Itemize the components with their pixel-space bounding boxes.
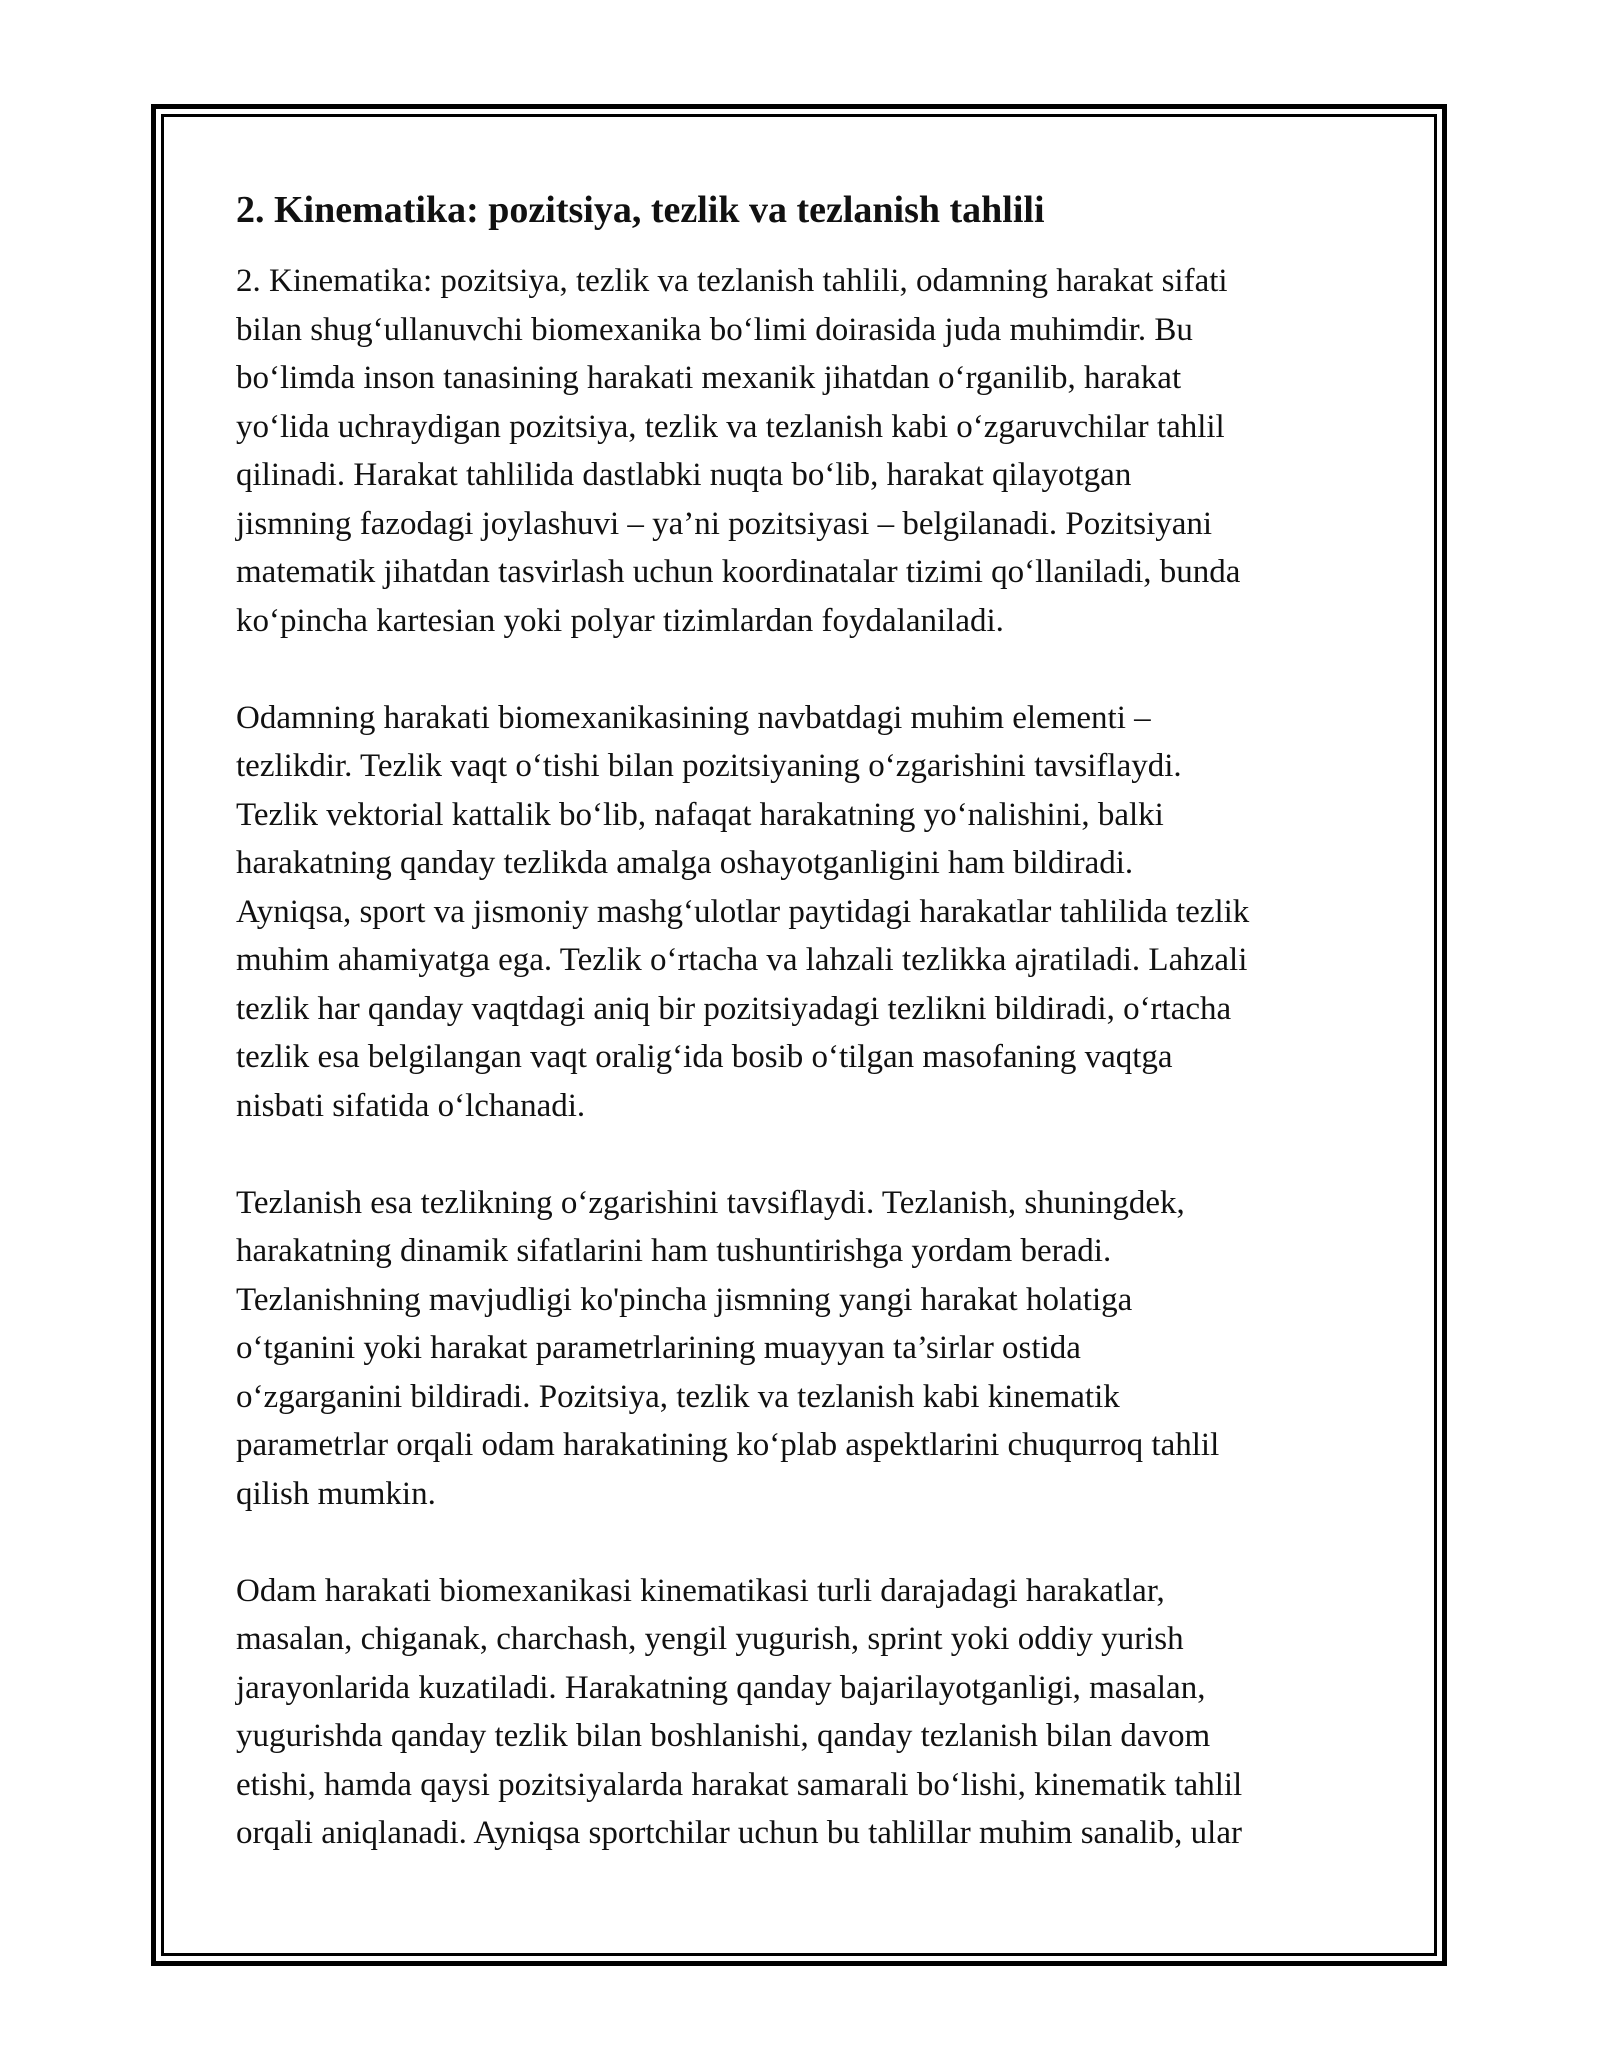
paragraph-line: tezlikdir. Tezlik vaqt o‘tishi bilan pozitsiyaning o‘zgarishini tavsiflaydi. [236,748,1182,784]
paragraph-line: harakatning dinamik sifatlarini ham tushuntirishga yordam beradi. [236,1233,1112,1269]
paragraph-line: matematik jihatdan tasvirlash uchun koordinatalar tizimi qo‘llaniladi, bunda [236,554,1241,590]
paragraphs [236,257,1371,1858]
paragraph-line: Odam harakati biomexanikasi kinematikasi turli darajadagi harakatlar, [236,1572,1165,1609]
paragraph [236,1567,1371,1858]
paragraph-line: tezlik esa belgilangan vaqt oralig‘ida bosib o‘tilgan masofaning vaqtga [236,1039,1173,1075]
paragraph-line: Tezlanish esa tezlikning o‘zgarishini tavsiflaydi. Tezlanish, shuningdek, [236,1184,1185,1221]
paragraph-line: yugurishda qanday tezlik bilan boshlanishi, qanday tezlanish bilan davom [236,1718,1211,1754]
paragraph [236,694,1371,1131]
paragraph [236,257,1371,645]
paragraph-line: Ayniqsa, sport va jismoniy mashg‘ulotlar paytidagi harakatlar tahlilida tezlik [236,893,1250,930]
paragraph-line: 2. Kinematika: pozitsiya, tezlik va tezlanish tahlili, odamning harakat sifati [236,263,1228,299]
paragraph-line: muhim ahamiyatga ega. Tezlik o‘rtacha va lahzali tezlikka ajratiladi. Lahzali [236,942,1248,978]
paragraph-line: jarayonlarida kuzatiladi. Harakatning qanday bajarilayotganligi, masalan, [236,1669,1206,1706]
paragraph-line: nisbati sifatida o‘lchanadi. [236,1087,586,1124]
paragraph-line: yo‘lida uchraydigan pozitsiya, tezlik va tezlanish kabi o‘zgaruvchilar tahlil [236,408,1225,445]
paragraph-line: bilan shug‘ullanuvchi biomexanika bo‘limi doirasida juda muhimdir. Bu [236,311,1193,348]
paragraph-line: Tezlanishning mavjudligi ko'pincha jismning yangi harakat holatiga [236,1281,1133,1318]
paragraph-line: o‘zgarganini bildiradi. Pozitsiya, tezlik va tezlanish kabi kinematik [236,1378,1120,1415]
paragraph-line: etishi, hamda qaysi pozitsiyalarda harakat samarali bo‘lishi, kinematik tahlil [236,1766,1243,1803]
paragraph-line: parametrlar orqali odam harakatining ko‘plab aspektlarini chuqurroq tahlil [236,1427,1220,1463]
paragraph-line: Tezlik vektorial kattalik bo‘lib, nafaqat harakatning yo‘nalishini, balki [236,796,1164,833]
paragraph-line: harakatning qanday tezlikda amalga oshayotganligini ham bildiradi. [236,845,1134,881]
paragraph [236,1179,1371,1519]
paragraph-line: bo‘limda inson tanasining harakati mexanik jihatdan o‘rganilib, harakat [236,360,1182,396]
paragraph-line: o‘tganini yoki harakat parametrlarining muayyan ta’sirlar ostida [236,1330,1081,1366]
document-body [236,185,1371,1906]
paragraph-line: jismning fazodagi joylashuvi – ya’ni pozitsiyasi – belgilanadi. Pozitsiyani [236,505,1213,542]
section-title: 2. Kinematika: pozitsiya, tezlik va tezlanish tahlili [236,189,1045,231]
paragraph-line: Odamning harakati biomexanikasining navbatdagi muhim elementi – [236,699,1151,736]
paragraph-line: qilish mumkin. [236,1475,436,1512]
paragraph-line: qilinadi. Harakat tahlilida dastlabki nuqta bo‘lib, harakat qilayotgan [236,457,1132,493]
paragraph-line: tezlik har qanday vaqtdagi aniq bir pozitsiyadagi tezlikni bildiradi, o‘rtacha [236,990,1232,1027]
paragraph-line: ko‘pincha kartesian yoki polyar tizimlardan foydalaniladi. [236,602,1004,639]
paragraph-line: masalan, chiganak, charchash, yengil yugurish, sprint yoki oddiy yurish [236,1621,1184,1657]
paragraph-line: orqali aniqlanadi. Ayniqsa sportchilar uchun bu tahlillar muhim sanalib, ular [236,1815,1242,1851]
